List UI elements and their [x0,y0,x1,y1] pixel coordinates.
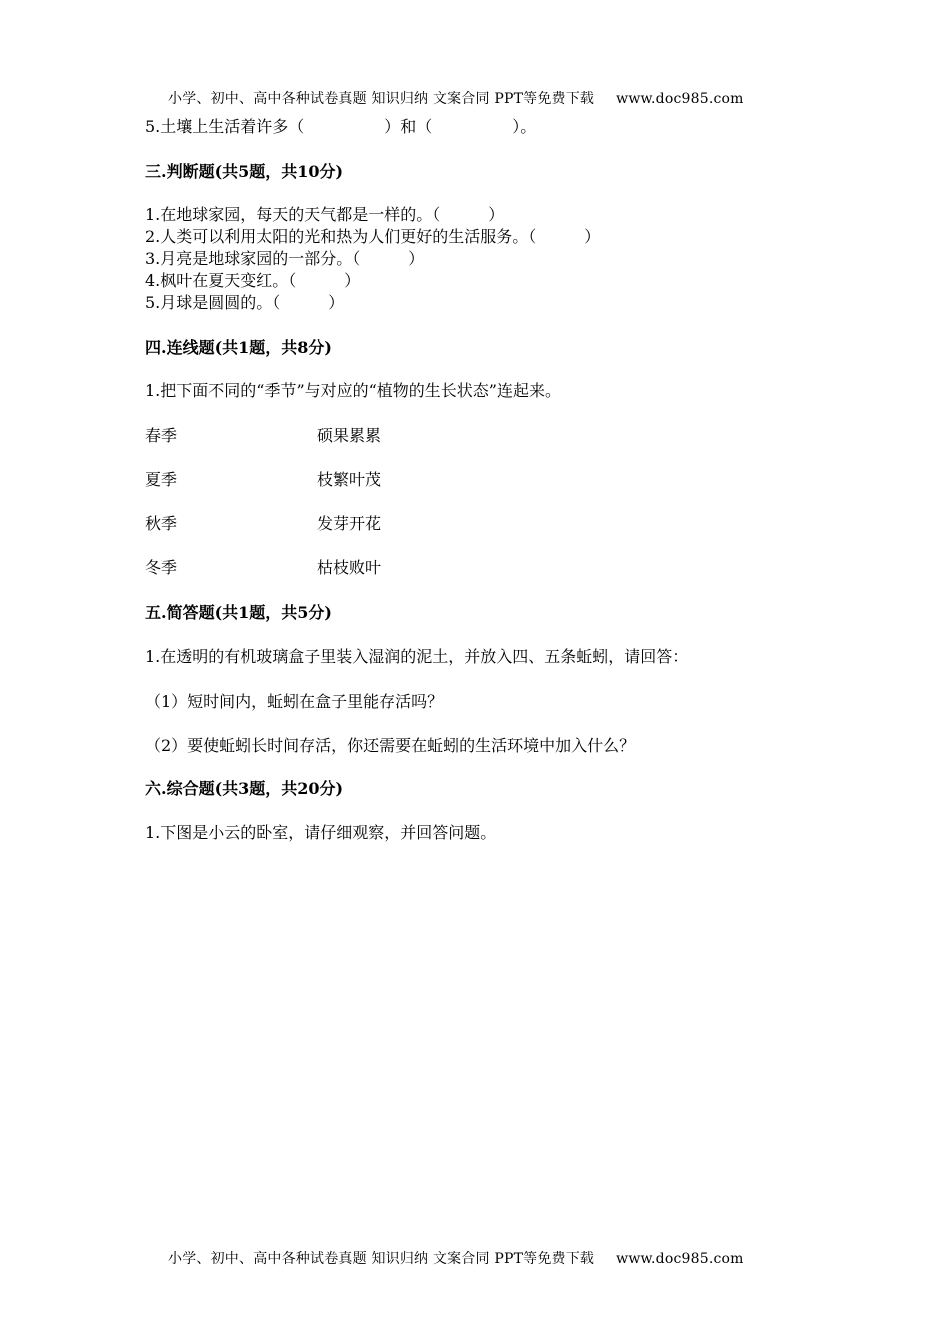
matching-row [145,558,382,578]
short-answer-question: 1.在透明的有机玻璃盒子里装入湿润的泥土，并放入四、五条蚯蚓，请回答： [145,647,689,666]
comprehensive-question: 1.下图是小云的卧室，请仔细观察，并回答问题。 [145,823,497,842]
fill-question-5: 5.土壤上生活着许多（ ）和（ ）。 [145,117,537,136]
section-4-title: 四.连线题(共1题，共8分) [145,338,332,357]
growth-state-label: 硕果累累 [317,426,382,445]
matching-question: 1.把下面不同的“季节”与对应的“植物的生长状态”连起来。 [145,381,561,400]
section-5-title: 五.简答题(共1题，共5分) [145,603,332,622]
matching-row [145,426,382,446]
growth-state-label: 发芽开花 [317,514,382,533]
header-site-link[interactable]: www.doc985.com [616,91,744,107]
judge-item-4: 4.枫叶在夏天变红。（ ） [145,271,361,290]
footer-text: 小学、初中、高中各种试卷真题 知识归纳 文案合同 PPT等免费下载 [168,1251,595,1267]
page-footer [168,1248,744,1268]
judge-item-2: 2.人类可以利用太阳的光和热为人们更好的生活服务。（ ） [145,227,601,246]
section-6-title: 六.综合题(共3题，共20分) [145,779,344,798]
season-label: 冬季 [145,558,178,577]
matching-row [145,470,382,490]
judge-item-5: 5.月球是圆圆的。（ ） [145,293,345,312]
header-text: 小学、初中、高中各种试卷真题 知识归纳 文案合同 PPT等免费下载 [168,91,595,107]
growth-state-label: 枯枝败叶 [317,558,382,577]
season-label: 春季 [145,426,178,445]
short-answer-sub-2: （2）要使蚯蚓长时间存活，你还需要在蚯蚓的生活环境中加入什么？ [145,736,636,755]
judge-item-1: 1.在地球家园，每天的天气都是一样的。（ ） [145,205,505,224]
short-answer-sub-1: （1）短时间内，蚯蚓在盒子里能存活吗？ [145,692,444,711]
season-label: 夏季 [145,470,178,489]
growth-state-label: 枝繁叶茂 [317,470,382,489]
season-label: 秋季 [145,514,178,533]
page-header [168,88,744,108]
footer-site-link[interactable]: www.doc985.com [616,1251,744,1267]
judge-item-3: 3.月亮是地球家园的一部分。（ ） [145,249,425,268]
matching-row [145,514,382,534]
section-3-title: 三.判断题(共5题，共10分) [145,162,344,181]
